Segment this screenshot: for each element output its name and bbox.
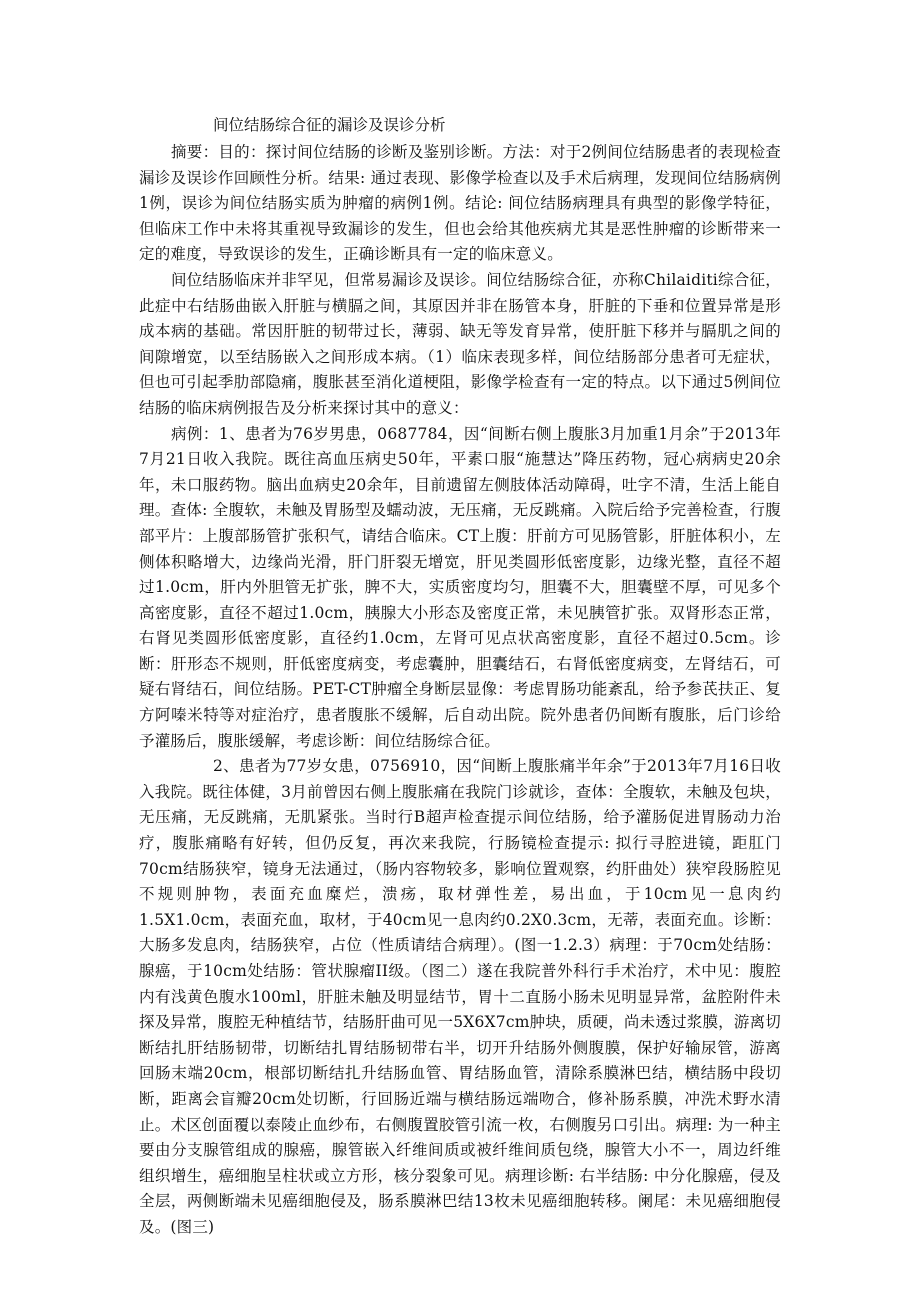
document-page xyxy=(139,112,781,1241)
case2-paragraph: 2、患者为77岁女患，0756910，因“间断上腹胀痛半年余”于2013年7月16日收入我院。既往体健，3月前曾因右侧上腹胀痛在我院门诊就诊，查体：全腹软，未触及包块，无压痛，无反跳痛，无肌紧张。当时行B超声检查提示间位结肠，给予灌肠促进胃肠动力治疗，腹胀痛略有好转，但仍反复，再次来我院，行肠镜检查提示: 拟行寻腔进镜，距肛门70cm结肠狭窄，镜身无法通过，（肠内容物较多，影响位置观察，约肝曲处）狭窄段肠腔见不规则肿物，表面充血糜烂，溃疡，取材弹性差，易出血，于10cm见一息肉约1.5X1.0cm，表面充血，取材，于40cm见一息肉约0.2X0.3cm，无蒂，表面充血。诊断：大肠多发息肉，结肠狭窄，占位（性质请结合病理）。(图一1.2.3）病理：于70cm处结肠：腺癌，于10cm处结肠：管状腺瘤II级。（图二）遂在我院普外科行手术治疗，术中见：腹腔内有浅黄色腹水100ml，肝脏未触及明显结节，胃十二直肠小肠未见明显异常，盆腔附件未探及异常，腹腔无种植结节，结肠肝曲可见一5X6X7cm肿块，质硬，尚未透过浆膜，游离切断结扎肝结肠韧带，切断结扎胃结肠韧带右半，切开升结肠外侧腹膜，保护好输尿管，游离回肠末端20cm，根部切断结扎升结肠血管、胃结肠血管，清除系膜淋巴结，横结肠中段切断，距离会盲瓣20cm处切断，行回肠近端与横结肠远端吻合，修补肠系膜，冲洗术野水清止。术区创面覆以泰陵止血纱布，右侧腹置胶管引流一枚，右侧腹另口引出。病理: 为一种主要由分支腺管组成的腺癌，腺管嵌入纤维间质或被纤维间质包绕，腺管大小不一，周边纤维组织增生，癌细胞呈柱状或立方形，核分裂象可见。病理诊断: 右半结肠: 中分化腺癌，侵及全层，两侧断端未见癌细胞侵及，肠系膜淋巴结13枚未见癌细胞转移。阑尾：未见癌细胞侵及。(图三) xyxy=(139,757,781,1236)
case1-paragraph: 病例：1、患者为76岁男患，0687784，因“间断右侧上腹胀3月加重1月余”于2013年7月21日收入我院。既往高血压病史50年，平素口服“施慧达”降压药物，冠心病病史20余年，未口服药物。脑出血病史20余年，目前遗留左侧肢体活动障碍，吐字不清，生活上能自理。查体: 全腹软，未触及胃肠型及蠕动波，无压痛，无反跳痛。入院后给予完善检查，行腹部平片：上腹部肠管扩张积气，请结合临床。CT上腹：肝前方可见肠管影，肝脏体积小，左侧体积略增大，边缘尚光滑，肝门肝裂无增宽，肝见类圆形低密度影，边缘光整，直径不超过1.0cm，肝内外胆管无扩张，脾不大，实质密度均匀，胆囊不大，胆囊壁不厚，可见多个高密度影，直径不超过1.0cm，胰腺大小形态及密度正常，未见胰管扩张。双肾形态正常，右肾见类圆形低密度影，直径约1.0cm，左肾可见点状高密度影，直径不超过0.5cm。诊断：肝形态不规则，肝低密度病变，考虑囊肿，胆囊结石，右肾低密度病变，左肾结石，可疑右肾结石，间位结肠。PET-CT肿瘤全身断层显像：考虑胃肠功能紊乱，给予参芪扶正、复方阿嗪米特等对症治疗，患者腹胀不缓解，后自动出院。院外患者仍间断有腹胀，后门诊给予灌肠后，腹胀缓解，考虑诊断：间位结肠综合征。 xyxy=(139,424,781,750)
abstract-paragraph: 摘要：目的：探讨间位结肠的诊断及鉴别诊断。方法：对于2例间位结肠患者的表现检查漏诊及误诊作回顾性分析。结果: 通过表现、影像学检查以及手术后病理，发现间位结肠病例1例，误诊为间位结肠实质为肿瘤的病例1例。结论: 间位结肠病理具有典型的影像学特征，但临床工作中未将其重视导致漏诊的发生，但也会给其他疾病尤其是恶性肿瘤的诊断带来一定的难度，导致误诊的发生，正确诊断具有一定的临床意义。 xyxy=(139,143,781,264)
intro-paragraph: 间位结肠临床并非罕见，但常易漏诊及误诊。间位结肠综合征，亦称Chilaiditi综合征，此症中右结肠曲嵌入肝脏与横膈之间，其原因并非在肠管本身，肝脏的下垂和位置异常是形成本病的基础。常因肝脏的韧带过长，薄弱、缺无等发育异常，使肝脏下移并与膈肌之间的间隙增宽，以至结肠嵌入之间形成本病。（1）临床表现多样，间位结肠部分患者可无症状，但也可引起季肋部隐痛，腹胀甚至消化道梗阻，影像学检查有一定的特点。以下通过5例间位结肠的临床病例报告及分析来探讨其中的意义： xyxy=(139,270,781,417)
document-title: 间位结肠综合征的漏诊及误诊分析 xyxy=(213,116,446,134)
